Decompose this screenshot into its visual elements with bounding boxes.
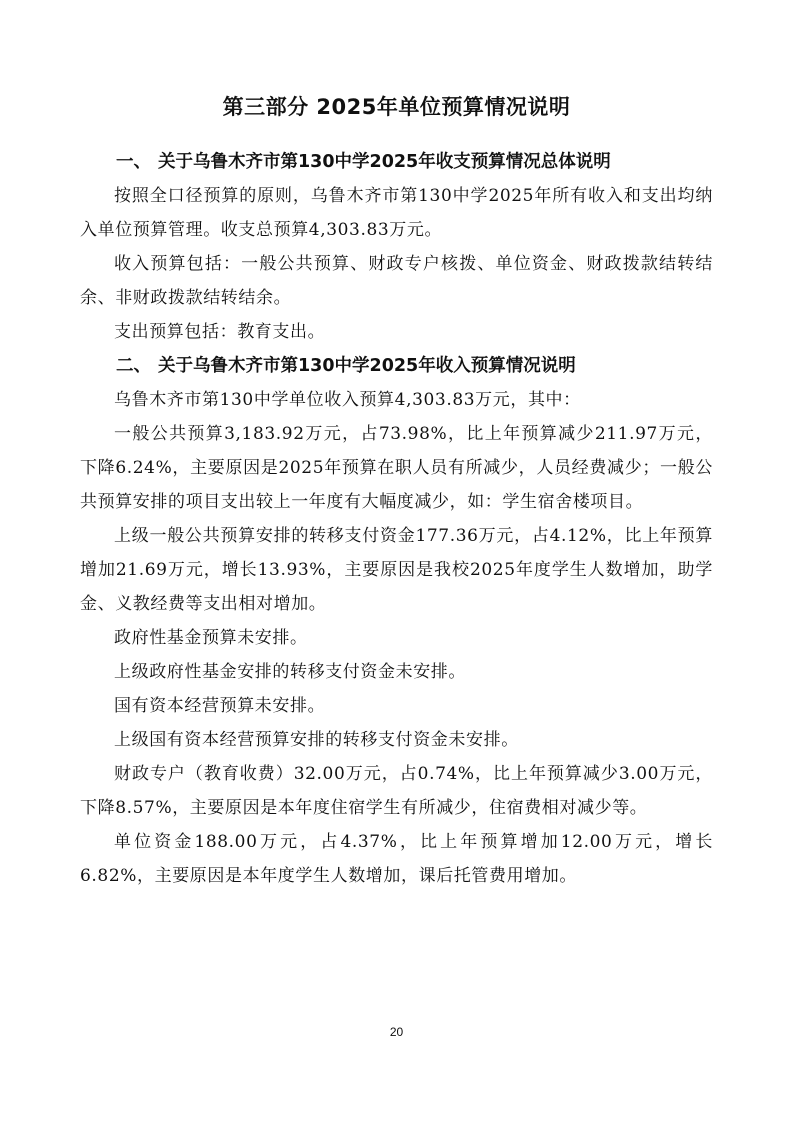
paragraph: 按照全口径预算的原则，乌鲁木齐市第130中学2025年所有收入和支出均纳入单位预算管理。收支总预算4,303.83万元。 bbox=[80, 186, 713, 240]
page-number: 20 bbox=[389, 1025, 404, 1039]
paragraph: 财政专户（教育收费）32.00万元，占0.74%，比上年预算减少3.00万元，下降8.57%，主要原因是本年度住宿学生有所减少，住宿费相对减少等。 bbox=[80, 764, 713, 818]
page-title: 第三部分 2025年单位预算情况说明 bbox=[222, 95, 571, 119]
paragraph: 国有资本经营预算未安排。 bbox=[114, 696, 326, 716]
section-heading-text-1: 关于乌鲁木齐市第130中学2025年收支预算情况总体说明 bbox=[158, 152, 611, 172]
section-heading-2 bbox=[80, 349, 713, 383]
section-number-1: 一、 bbox=[116, 152, 151, 172]
paragraph: 政府性基金预算未安排。 bbox=[114, 628, 308, 648]
paragraph: 收入预算包括：一般公共预算、财政专户核拨、单位资金、财政拨款结转结余、非财政拨款结转结余。 bbox=[80, 254, 713, 308]
document-body bbox=[80, 145, 713, 893]
paragraph: 上级国有资本经营预算安排的转移支付资金未安排。 bbox=[114, 730, 519, 750]
section-number-2: 二、 bbox=[116, 356, 151, 376]
paragraph: 单位资金188.00万元，占4.37%，比上年预算增加12.00万元，增长6.82%，主要原因是本年度学生人数增加，课后托管费用增加。 bbox=[80, 832, 713, 886]
paragraph: 支出预算包括：教育支出。 bbox=[114, 322, 326, 342]
section-heading-1 bbox=[80, 145, 713, 179]
section-heading-text-2: 关于乌鲁木齐市第130中学2025年收入预算情况说明 bbox=[158, 356, 576, 376]
paragraph: 上级一般公共预算安排的转移支付资金177.36万元，占4.12%，比上年预算增加21.69万元，增长13.93%，主要原因是我校2025年度学生人数增加，助学金、义教经费等支出相对增加。 bbox=[80, 526, 713, 614]
paragraph: 一般公共预算3,183.92万元，占73.98%，比上年预算减少211.97万元，下降6.24%，主要原因是2025年预算在职人员有所减少，人员经费减少；一般公共预算安排的项目支出较上一年度有大幅度减少，如：学生宿舍楼项目。 bbox=[80, 424, 713, 512]
paragraph: 乌鲁木齐市第130中学单位收入预算4,303.83万元，其中： bbox=[114, 390, 581, 410]
paragraph: 上级政府性基金安排的转移支付资金未安排。 bbox=[114, 662, 466, 682]
